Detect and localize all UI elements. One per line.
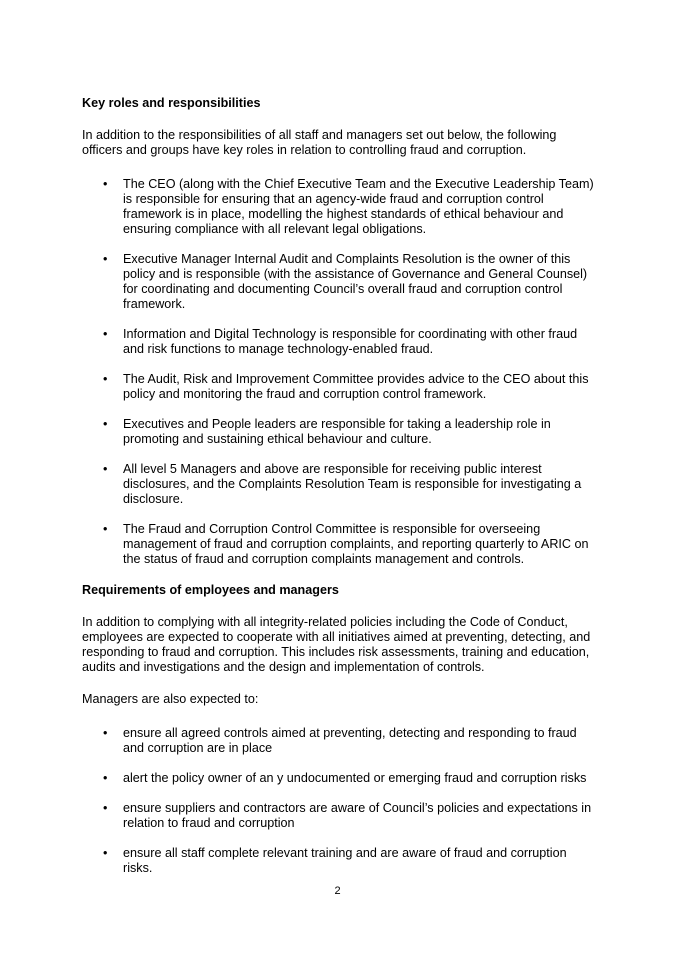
list-item-text: All level 5 Managers and above are responsible for receiving public interest disclosures, and the Complaints Resolution Team is responsible for investigating a disclosure.: [123, 462, 582, 506]
list-item: [82, 372, 597, 402]
key-roles-intro: In addition to the responsibilities of all staff and managers set out below, the following officers and groups have key roles in relation to controlling fraud and corruption.: [82, 128, 557, 157]
list-item: [82, 801, 597, 831]
section-heading-key-roles: Key roles and responsibilities: [82, 96, 261, 110]
list-item: [82, 522, 597, 567]
requirements-intro: In addition to complying with all integrity-related policies including the Code of Conduct, employees are expected to cooperate with all initiatives aimed at preventing, detecting, and responding to fraud and corruption. This includes risk assessments, training and education, audits and investigations and the design and implementation of controls.: [82, 615, 591, 674]
bullet-icon: •: [103, 726, 108, 740]
page-number: 2: [334, 885, 341, 897]
list-item-text: ensure all staff complete relevant training and are aware of fraud and corruption risks.: [123, 846, 567, 875]
bullet-icon: •: [103, 846, 108, 860]
bullet-icon: •: [103, 252, 108, 266]
list-item-text: Information and Digital Technology is responsible for coordinating with other fraud and risk functions to manage technology-enabled fraud.: [123, 327, 578, 356]
bullet-icon: •: [103, 327, 108, 341]
list-item-text: Executives and People leaders are responsible for taking a leadership role in promoting and sustaining ethical behaviour and culture.: [123, 417, 551, 446]
list-item-text: alert the policy owner of an y undocumented or emerging fraud and corruption risks: [123, 771, 587, 785]
list-item: [82, 417, 597, 447]
section-heading-requirements: Requirements of employees and managers: [82, 583, 339, 597]
managers-list: [82, 726, 597, 876]
list-item: [82, 726, 597, 756]
page-content: [82, 96, 597, 876]
bullet-icon: •: [103, 462, 108, 476]
bullet-icon: •: [103, 177, 108, 191]
bullet-icon: •: [103, 801, 108, 815]
list-item-text: The CEO (along with the Chief Executive Team and the Executive Leadership Team) is responsible for ensuring that an agency-wide fraud and corruption control framework is in place, modelling the highest standards of ethical behaviour and ensuring compliance with all relevant legal obligations.: [123, 177, 594, 236]
key-roles-list: [82, 177, 597, 567]
managers-lead-text: Managers are also expected to:: [82, 692, 259, 706]
list-item-text: The Fraud and Corruption Control Committee is responsible for overseeing management of fraud and corruption complaints, and reporting quarterly to ARIC on the status of fraud and corruption complaints management and controls.: [123, 522, 589, 566]
list-item-text: ensure all agreed controls aimed at preventing, detecting and responding to fraud and corruption are in place: [123, 726, 577, 755]
list-item-text: Executive Manager Internal Audit and Complaints Resolution is the owner of this policy and is responsible (with the assistance of Governance and General Counsel) for coordinating and documenting Council’s overall fraud and corruption control framework.: [123, 252, 588, 311]
list-item: [82, 327, 597, 357]
bullet-icon: •: [103, 522, 108, 536]
list-item: [82, 252, 597, 312]
bullet-icon: •: [103, 372, 108, 386]
list-item-text: ensure suppliers and contractors are aware of Council’s policies and expectations in relation to fraud and corruption: [123, 801, 592, 830]
bullet-icon: •: [103, 417, 108, 431]
list-item-text: The Audit, Risk and Improvement Committee provides advice to the CEO about this policy and monitoring the fraud and corruption control framework.: [123, 372, 589, 401]
list-item: [82, 462, 597, 507]
list-item: [82, 771, 597, 786]
list-item: [82, 177, 597, 237]
bullet-icon: •: [103, 771, 108, 785]
list-item: [82, 846, 597, 876]
